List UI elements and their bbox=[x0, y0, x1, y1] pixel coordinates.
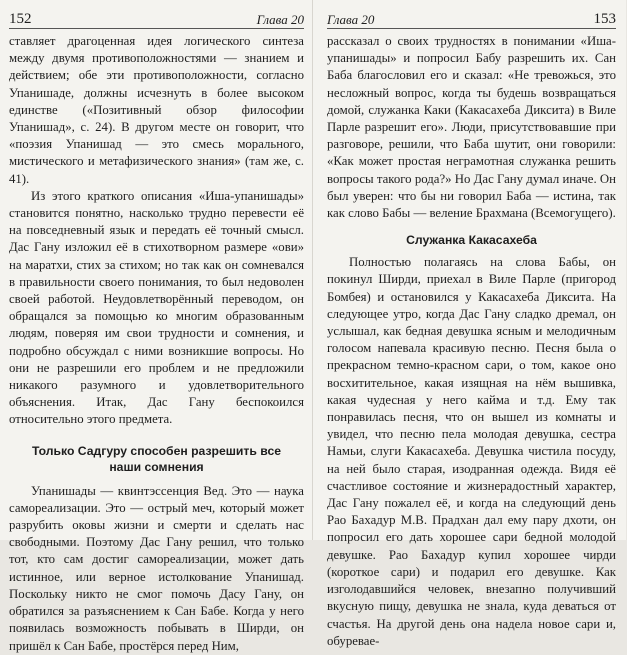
section-heading: Служанка Какасахеба bbox=[406, 233, 537, 248]
chapter-title: Глава 20 bbox=[327, 12, 375, 27]
section-heading: Только Садгуру способен разрешить все наши сомнения bbox=[31, 443, 282, 474]
right-page-body bbox=[327, 33, 616, 650]
paragraph: Упанишады — квинтэссенция Вед. Это — наука самореализации. Это — острый меч, который может разрубить оковы жизни и смерти и сделать нас свободными. Поэтому Дас Гану решил, что только тот, кто сам достиг самореализации, может дать истинное, или верное истолкование Упанишад. Поскольку никто не смог помочь Дасу Гану, он обратился за разъяснением к Сан Бабе. Когда у него появилась возможность побывать в Ширди, он пришёл к Сан Бабе, простёрся перед Ним, bbox=[9, 483, 304, 653]
paragraph: Из этого краткого описания «Иша-упанишады» становится понятно, насколько трудно перевести её на повседневный язык и передать её точный смысл. Дас Гану изложил её в стихотворном размере «ови» на маратхи, стих за стихом; но так как он сомневался в правильности своего понимания, то был недоволен своей работой. Неудовлетворённый переводом, он обращался за помощью ко многим образованным людям, поверяя им свои трудности и сомнения, и подробно обсуждал с ними возникшие вопросы. Но они не разрешили его проблем и не предложили никакого разумного и удовлетворительного объяснения. Итак, Дас Гану беспокоился относительно этого предмета. bbox=[9, 188, 304, 427]
right-page bbox=[313, 0, 626, 648]
chapter-title: Глава 20 bbox=[256, 12, 304, 27]
left-page bbox=[0, 0, 313, 653]
paragraph: ставляет драгоценная идея логического синтеза между двумя противоположностями — знанием и действием; обе эти противоположности, согласно Упанишаде, должны исчезнуть в более высоком единстве («Позитивный обзор философии Упанишад», с. 24). В другом месте он говорит, что «поэзия Упанишад — это смесь морального, мистического и метафизического знания» (там же, с. 41). bbox=[9, 34, 304, 186]
page-number: 152 bbox=[9, 11, 32, 27]
right-page-header bbox=[327, 6, 616, 29]
left-page-body bbox=[9, 33, 304, 655]
page-number: 153 bbox=[593, 11, 616, 27]
paragraph: Полностью полагаясь на слова Бабы, он покинул Ширди, приехал в Виле Парле (пригород Бомбея) и остановился у Какасахеба Диксита. На следующее утро, когда Дас Гану сладко дремал, он услышал, как бедная девушка ясным и мелодичным голосом напевала красивую песню. Песня была о прекрасном темно-красном сари, о том, какое оно восхитительное, какая изящная на нём вышивка, какая чудесная у него кайма и т.д. Ему так понравилась песня, что он вышел из комнаты и увидел, что песню пела молодая девушка, сестра Намьи, слуги Какасахеба. Девушка чистила посуду, на ней было старая, изодранная одежда. Видя её счастливое состояние и жизнерадостный характер, Дас Гану пожалел её, и когда на следующий день Рао Бахадур М.В. Прадхан дал ему пару дхоти, он попросил его дать хорошее сари бедной молодой девушке. Рао Бахадур купил хорошее чирди (короткое сари) и подарил его девушке. Как изголодавшийся человек, внезапно получивший вкусную пищу, девушка не знала, куда деваться от счастья. На другой день она надела новое сари и, обуревае- bbox=[327, 255, 616, 648]
paragraph: рассказал о своих трудностях в понимании «Иша-упанишады» и попросил Бабу разрешить их. Сан Баба благословил его и сказал: «Не тревожься, это несложный вопрос, когда ты будешь возвращаться домой, служанка Каки (Какасахеба Диксита) в Виле Парле разрешит его». Люди, присутствовавшие при разговоре, решили, что Баба шутит, они говорили: «Как может простая неграмотная служанка решить вопросы такого рода?» Но Дас Гану думал иначе. Он был уверен: что бы ни говорил Баба — истина, так как слово Бабы — веление Брахмана (Всемогущего). bbox=[327, 34, 616, 221]
left-page-header bbox=[9, 6, 304, 29]
